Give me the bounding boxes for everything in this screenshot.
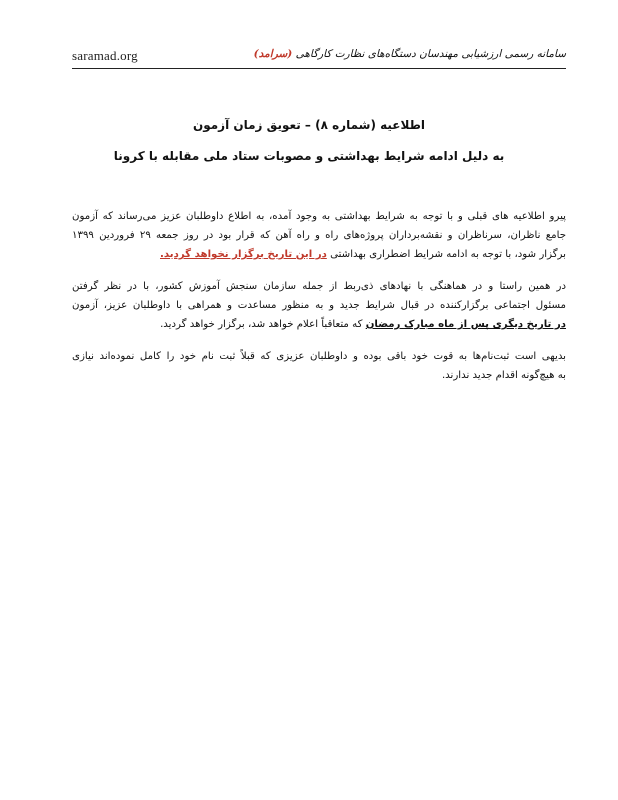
paragraph-3: [72, 347, 566, 385]
announcement-body: [72, 207, 566, 398]
announcement-subtitle: به دلیل ادامه شرایط بهداشتی و مصوبات ستاد ملی مقابله با کرونا: [113, 149, 505, 163]
letterhead: [72, 44, 566, 70]
site-url[interactable]: saramad.org: [72, 48, 138, 63]
paragraph-1: [72, 207, 566, 264]
paragraph-2-line-2: مسئول اجتماعی برگزارکننده در قبال شرایط جدید و به منظور مساعدت و همراهی با داوطلبان عزیز، آزمون: [72, 300, 566, 311]
paragraph-2-line-3-text: که متعاقباً اعلام خواهد شد، برگزار خواهد گردید.: [160, 319, 363, 330]
paragraph-3-line-1: بدیهی است ثبت‌نام‌ها به قوت خود باقی بوده و داوطلبان عزیزی که قبلاً ثبت نام خود را کامل نموده‌اند نیازی: [72, 351, 566, 362]
cancellation-notice: در این تاریخ برگزار نخواهد گردید.: [160, 249, 327, 260]
organization-abbreviation: (سرامد): [253, 48, 293, 60]
paragraph-3-line-2: به هیچ‌گونه اقدام جدید ندارند.: [441, 370, 566, 381]
paragraph-1-line-2: جامع ناظران، سرناظران و نقشه‌برداران پروژه‌های راه و راه آهن که قرار بود در روز جمعه ۲۹ فروردین ۱۳۹۹: [72, 230, 566, 241]
announcement-title: اطلاعیه (شماره ۸) – تعویق زمان آزمون: [192, 118, 426, 132]
paragraph-2-line-3: [72, 315, 566, 334]
new-date-notice: در تاریخ دیگری پس از ماه مبارک رمضان: [365, 319, 566, 330]
paragraph-2: [72, 277, 566, 334]
paragraph-1-line-3-text: برگزار شود، با توجه به ادامه شرایط اضطراری بهداشتی: [330, 249, 566, 260]
paragraph-1-line-1: پیرو اطلاعیه های قبلی و با توجه به شرایط بهداشتی به وجود آمده، به اطلاع داوطلبان عزیز می‌رساند که آزمون: [72, 211, 566, 222]
organization-name: [254, 48, 566, 60]
header-divider: [72, 68, 566, 69]
organization-full-name: سامانه رسمی ارزشیابی مهندسان دستگاه‌های نظارت کارگاهی: [295, 48, 566, 60]
paragraph-2-line-1: در همین راستا و در هماهنگی با نهادهای ذی‌ربط از جمله سازمان سنجش آموزش کشور، با در نظر گرفتن: [72, 281, 566, 292]
paragraph-1-line-3: [72, 245, 566, 264]
